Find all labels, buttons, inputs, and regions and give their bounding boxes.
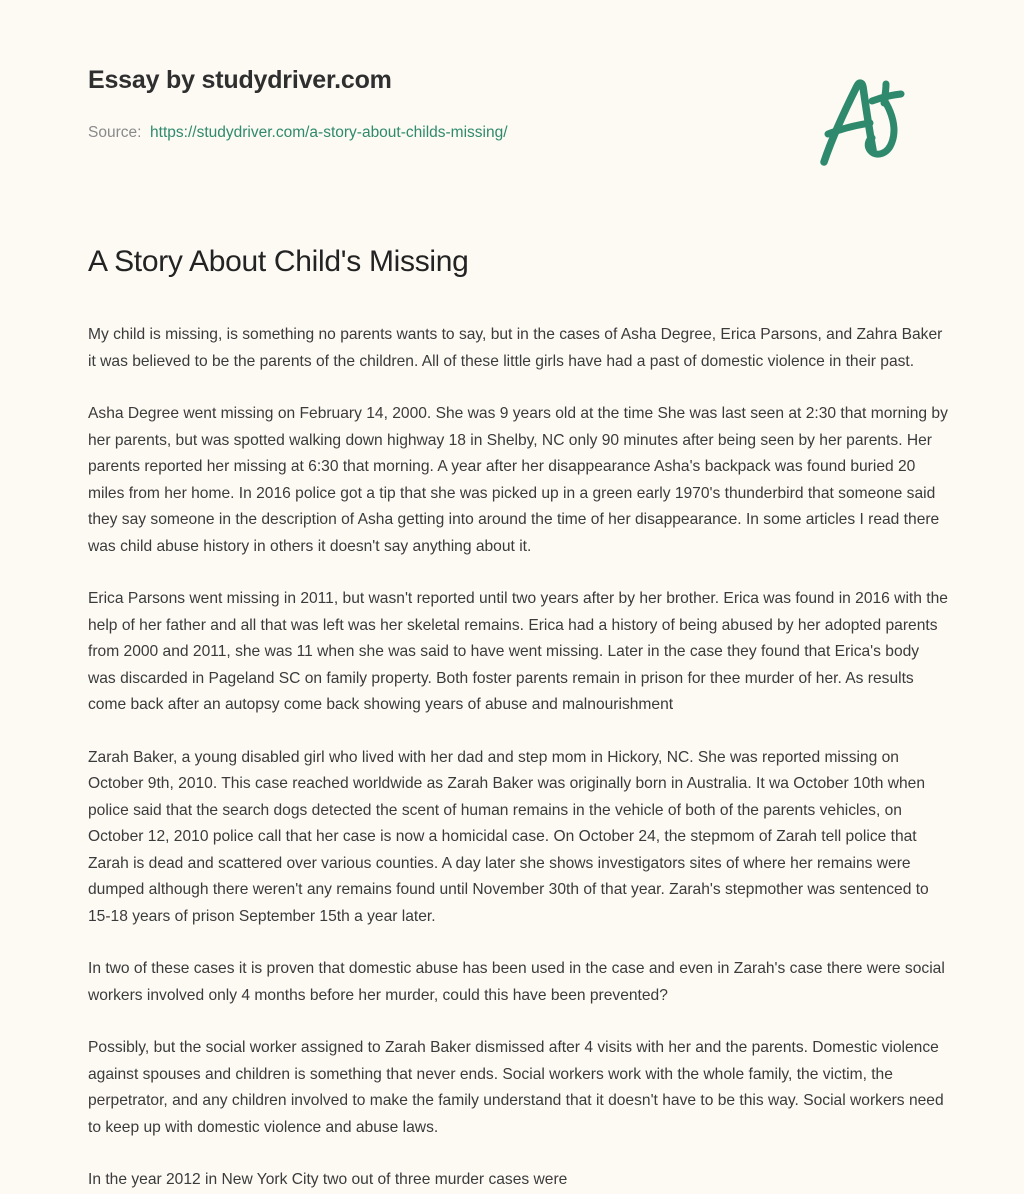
page-header <box>0 0 1024 200</box>
paragraph: In the year 2012 in New York City two out of three murder cases were <box>88 1171 568 1188</box>
paragraph: Erica Parsons went missing in 2011, but wasn't reported until two years after by her brother. Erica was found in 2016 with the help of her father and all that was left was her skeletal remains. Erica had a history of being abused by her adopted parents from 2000 and 2011, she was 11 when she was said to have went missing. Later in the case they found that Erica's body was discarded in Pageland SC on family property. Both foster parents remain in prison for thee murder of her. As results come back after an autopsy come back showing years of abuse and malnourishment <box>88 590 948 713</box>
page-title: A Story About Child's Missing <box>88 245 469 278</box>
paragraph: Asha Degree went missing on February 14, 2000. She was 9 years old at the time She was last seen at 2:30 that morning by her parents, but was spotted walking down highway 18 in Shelby, NC only 90 minutes after being seen by her parents. Her parents reported her missing at 6:30 that morning. A year after her disappearance Asha's backpack was found buried 20 miles from her home. In 2016 police got a tip that she was picked up in a green early 1970's thunderbird that someone said they say someone in the description of Asha getting into around the time of her disappearance. In some articles I read there was child abuse history in others it doesn't say anything about it. <box>88 405 948 555</box>
source-label: Source: <box>88 124 142 141</box>
studydriver-a-plus-logo-icon <box>812 72 912 172</box>
source-line <box>88 124 508 142</box>
paragraph: Possibly, but the social worker assigned to Zarah Baker dismissed after 4 visits with her and the parents. Domestic violence against spouses and children is something that never ends. Social workers work with the whole family, the victim, the perpetrator, and any children involved to make the family understand that it doesn't have to be this way. Social workers need to keep up with domestic violence and abuse laws. <box>88 1039 944 1136</box>
paragraph: Zarah Baker, a young disabled girl who lived with her dad and step mom in Hickory, NC. She was reported missing on October 9th, 2010. This case reached worldwide as Zarah Baker was originally born in Australia. It wa October 10th when police said that the search dogs detected the scent of human remains in the vehicle of both of the parents vehicles, on October 12, 2010 police call that her case is now a homicidal case. On October 24, the stepmom of Zarah tell police that Zarah is dead and scattered over various counties. A day later she shows investigators sites of where her remains were dumped although there weren't any remains found until November 30th of that year. Zarah's stepmother was sentenced to 15-18 years of prison September 15th a year later. <box>88 748 929 925</box>
paragraph: In two of these cases it is proven that domestic abuse has been used in the case and even in Zarah's case there were social workers involved only 4 months before her murder, could this have been prevented? <box>88 960 945 1004</box>
brand-byline: Essay by studydriver.com <box>88 66 392 94</box>
article-body <box>88 244 948 1194</box>
paragraph: My child is missing, is something no parents wants to say, but in the cases of Asha Degree, Erica Parsons, and Zahra Baker it was believed to be the parents of the children. All of these little girls have had a past of domestic violence in their past. <box>88 326 943 370</box>
source-url-link[interactable]: https://studydriver.com/a-story-about-childs-missing/ <box>150 124 508 141</box>
